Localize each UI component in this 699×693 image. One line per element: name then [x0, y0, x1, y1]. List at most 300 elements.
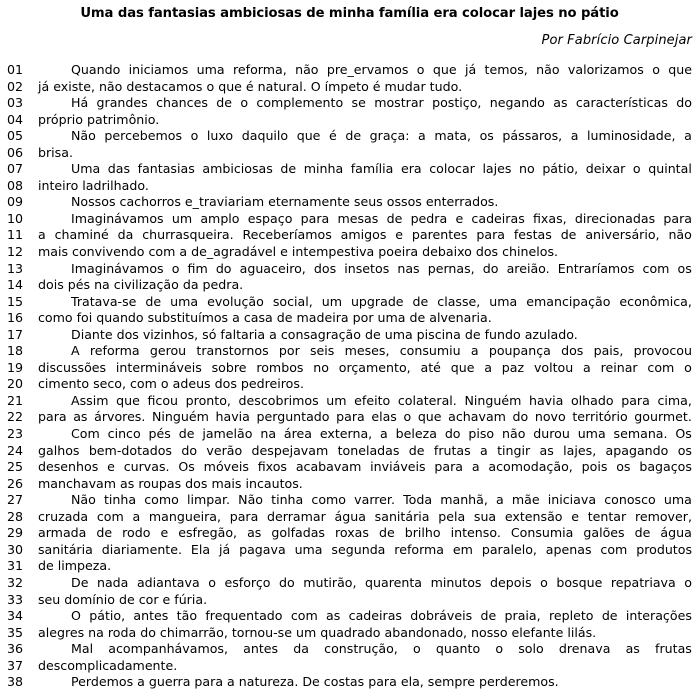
- word: despejavam: [251, 442, 329, 458]
- word: que: [668, 62, 692, 77]
- word: de: [601, 608, 618, 624]
- word: amplo: [200, 210, 240, 226]
- text-line: [0, 492, 699, 509]
- word: verão: [206, 442, 243, 458]
- line-number: 24: [7, 442, 24, 458]
- word: pois: [581, 459, 608, 475]
- text-line: [0, 261, 699, 278]
- word: para: [434, 459, 464, 475]
- word: mata,: [434, 128, 471, 144]
- word: cruzada: [38, 508, 89, 524]
- word: de: [216, 95, 232, 111]
- line-text: [38, 459, 692, 476]
- word: em: [452, 541, 473, 557]
- word: as: [553, 95, 568, 111]
- word: repleto: [548, 608, 594, 624]
- word: o: [416, 62, 425, 77]
- word: o: [190, 128, 199, 144]
- text-line: [0, 542, 699, 559]
- word: fantasias: [137, 161, 195, 177]
- word: negando: [489, 95, 545, 111]
- line-number: 03: [7, 95, 24, 111]
- line-number: 09: [7, 194, 24, 210]
- word: de: [408, 442, 425, 458]
- word: derramar: [267, 508, 326, 524]
- word: direcionadas: [574, 210, 656, 226]
- line-number: 02: [7, 78, 24, 94]
- word: durou: [533, 426, 570, 442]
- word: poupança: [488, 343, 551, 359]
- word: uma: [663, 492, 692, 508]
- word: Quando: [71, 62, 121, 77]
- word: os: [479, 128, 494, 144]
- word: cima,: [657, 392, 692, 408]
- line-number: 37: [7, 657, 24, 673]
- word: mutirão,: [303, 574, 357, 590]
- word: piso: [468, 426, 495, 442]
- word: luminosidade,: [587, 128, 676, 144]
- text-line: [0, 509, 699, 526]
- word: frutas: [433, 442, 471, 458]
- word: de: [178, 426, 195, 442]
- text-line: [0, 178, 699, 195]
- text-line: [0, 360, 699, 377]
- word: amigos: [340, 227, 387, 243]
- word: que: [116, 392, 140, 408]
- word: fixas,: [533, 210, 567, 226]
- text-line: [0, 476, 699, 493]
- word: rodo: [122, 525, 151, 541]
- word: reinar: [600, 359, 638, 375]
- line-text: [38, 95, 692, 112]
- word: pássaros,: [502, 128, 563, 144]
- word: acabavam: [295, 459, 362, 475]
- line-text: como foi quando substituímos a casa de madeira por uma de alvenaria.: [38, 310, 492, 326]
- word: a: [471, 459, 480, 475]
- word: a: [470, 343, 479, 359]
- line-text: [38, 608, 692, 625]
- word: uma: [170, 293, 199, 309]
- line-number: 20: [7, 376, 24, 392]
- line-text: [38, 426, 692, 443]
- word: do: [215, 260, 232, 276]
- word: havia: [528, 392, 564, 408]
- word: mesas: [337, 210, 379, 226]
- word: e: [571, 508, 579, 524]
- word: de: [386, 210, 403, 226]
- text-line: [0, 575, 699, 592]
- line-number: 15: [7, 293, 24, 309]
- text-line: [0, 459, 699, 476]
- line-number: 28: [7, 508, 24, 524]
- word: o: [632, 161, 641, 177]
- word: dos: [313, 260, 337, 276]
- word: complemento: [256, 95, 344, 111]
- word: provocou: [633, 343, 692, 359]
- word: aguaceiro,: [239, 260, 306, 276]
- word: do: [181, 442, 198, 458]
- word: mangueira,: [148, 508, 221, 524]
- word: golfadas: [271, 525, 325, 541]
- line-number: 06: [7, 144, 24, 160]
- word: para: [621, 392, 650, 408]
- text-line: [0, 294, 699, 311]
- word: intermináveis: [115, 359, 202, 375]
- word: para: [336, 409, 365, 425]
- word: desenhos: [38, 459, 99, 475]
- word: família: [350, 161, 394, 177]
- word: galhos: [38, 442, 80, 458]
- word: dos: [561, 343, 584, 359]
- word: Ninguém: [464, 392, 522, 408]
- word: antes: [133, 608, 169, 624]
- word: espaço: [247, 210, 293, 226]
- text-line: [0, 393, 699, 410]
- text-line: [0, 244, 699, 261]
- line-number: 10: [7, 210, 24, 226]
- line-number: 18: [7, 343, 24, 359]
- line-text: [38, 128, 692, 145]
- line-text: mais convivendo com a de_agradável e intempestiva poeira debaixo dos chinelos.: [38, 244, 559, 260]
- line-text: Perdemos a guerra para a natureza. De costas para ela, sempre perderemos.: [71, 674, 559, 690]
- word: pre_ervamos: [326, 62, 409, 77]
- word: sobre: [211, 359, 247, 375]
- word: daquilo: [241, 128, 289, 144]
- word: apagando: [605, 442, 669, 458]
- word: deixar: [585, 161, 626, 177]
- line-number: 26: [7, 475, 24, 491]
- word: De: [71, 574, 89, 590]
- word: Os: [675, 426, 692, 442]
- word: voltou: [533, 359, 574, 375]
- word: tingir: [497, 442, 531, 458]
- line-text: [38, 409, 692, 426]
- word: nas: [397, 260, 420, 276]
- word: de: [412, 293, 429, 309]
- word: já: [218, 541, 231, 557]
- word: seis: [310, 343, 335, 359]
- word: roxas: [335, 525, 369, 541]
- word: as: [625, 641, 640, 657]
- word: lajes: [482, 161, 512, 177]
- word: Os: [178, 459, 195, 475]
- word: as: [539, 442, 554, 458]
- word: cadeiras: [471, 210, 525, 226]
- text-line: [0, 79, 699, 96]
- word: beleza: [395, 426, 437, 442]
- word: de: [560, 227, 577, 243]
- word: um: [321, 293, 342, 309]
- line-number: 33: [7, 591, 24, 607]
- word: as: [326, 608, 341, 624]
- word: pronto,: [185, 392, 231, 408]
- word: externa,: [319, 426, 373, 442]
- word: O: [71, 608, 81, 624]
- word: com: [600, 541, 628, 557]
- word: Não: [238, 492, 263, 508]
- line-text: [38, 509, 692, 526]
- word: Toda: [403, 492, 433, 508]
- text-line: [0, 112, 699, 129]
- word: orçamento,: [338, 359, 411, 375]
- page-title: Uma das fantasias ambiciosas de minha família era colocar lajes no pátio: [80, 6, 619, 21]
- word: paz: [501, 359, 525, 375]
- line-text: [38, 443, 692, 460]
- word: graça:: [369, 128, 410, 144]
- word: colocar: [429, 161, 475, 177]
- line-number: 01: [7, 62, 24, 77]
- word: A: [71, 343, 80, 359]
- text-line: [0, 310, 699, 327]
- line-text: brisa.: [38, 144, 73, 160]
- word: emancipação: [526, 293, 611, 309]
- word: quintal: [648, 161, 692, 177]
- word: social,: [272, 293, 313, 309]
- word: chances: [156, 95, 208, 111]
- word: sanitária: [38, 541, 93, 557]
- word: festas: [513, 227, 552, 243]
- line-text: [38, 542, 692, 559]
- word: a: [570, 128, 579, 144]
- word: o: [208, 574, 216, 590]
- word: como: [311, 492, 347, 508]
- author-byline: Por Fabrício Carpinejar: [541, 33, 692, 48]
- word: das: [107, 161, 131, 177]
- line-text: já existe, não destacamos o que é natural. O ímpeto é mudar tudo.: [38, 78, 463, 94]
- word: as: [247, 525, 262, 541]
- word: solo: [518, 641, 544, 657]
- text-line: [0, 525, 699, 542]
- word: e: [107, 459, 115, 475]
- word: a: [480, 442, 488, 458]
- text-line: [0, 194, 699, 211]
- word: acomodação,: [488, 459, 573, 475]
- word: no: [313, 359, 329, 375]
- word: reforma: [394, 541, 445, 557]
- line-number: 14: [7, 277, 24, 293]
- text-line: [0, 674, 699, 691]
- word: era: [400, 161, 422, 177]
- word: frequentado: [205, 608, 283, 624]
- line-number: 25: [7, 459, 24, 475]
- word: com: [290, 608, 318, 624]
- word: drenava: [558, 641, 611, 657]
- word: que: [417, 409, 442, 425]
- word: consumiu: [399, 343, 461, 359]
- text-line: [0, 211, 699, 228]
- line-text: próprio patrimônio.: [38, 111, 160, 127]
- word: ambiciosas: [202, 161, 273, 177]
- word: não: [536, 62, 560, 77]
- word: elas: [371, 409, 397, 425]
- word: construção,: [324, 641, 398, 657]
- word: os: [677, 260, 692, 276]
- word: fixos: [257, 459, 287, 475]
- word: Não: [71, 492, 96, 508]
- line-number: 08: [7, 177, 24, 193]
- word: ficou: [147, 392, 179, 408]
- line-text: [38, 641, 692, 658]
- word: um: [171, 210, 193, 226]
- text-line: [0, 409, 699, 426]
- word: Entraríamos: [557, 260, 635, 276]
- word: um: [326, 392, 347, 408]
- line-text: inteiro ladrilhado.: [38, 177, 149, 193]
- word: de: [634, 525, 651, 541]
- line-text: dois pés na civilização da pedra.: [38, 277, 244, 293]
- word: de: [480, 608, 497, 624]
- word: mostrar: [374, 95, 424, 111]
- text-line: [0, 95, 699, 112]
- word: evolução: [207, 293, 264, 309]
- line-text: manchavam as roupas dos mais incautos.: [38, 475, 303, 491]
- word: os: [677, 442, 692, 458]
- word: quarenta: [365, 574, 423, 590]
- word: pátio,: [542, 161, 579, 177]
- line-number: 22: [7, 409, 24, 425]
- word: bosque: [556, 574, 603, 590]
- word: de: [96, 525, 113, 541]
- word: para: [300, 210, 330, 226]
- word: a: [380, 426, 388, 442]
- word: de: [145, 293, 162, 309]
- word: fim: [187, 260, 208, 276]
- word: sua: [473, 508, 497, 524]
- numbered-text-body: [0, 62, 699, 691]
- word: extensão: [504, 508, 563, 524]
- word: esforço: [224, 574, 271, 590]
- word: o: [403, 409, 412, 425]
- word: galões: [583, 525, 625, 541]
- word: praia,: [504, 608, 541, 624]
- word: transtornos: [196, 343, 269, 359]
- word: pernas,: [427, 260, 475, 276]
- word: que: [450, 359, 475, 375]
- word: armada: [38, 525, 87, 541]
- word: churrasqueira.: [142, 227, 234, 243]
- word: do: [278, 574, 295, 590]
- word: do: [444, 426, 461, 442]
- word: grandes: [96, 95, 148, 111]
- line-text: [38, 294, 692, 311]
- word: pedra: [410, 210, 448, 226]
- word: toneladas: [337, 442, 400, 458]
- word: árvores.: [94, 409, 146, 425]
- word: brilho: [404, 525, 441, 541]
- word: território: [572, 409, 628, 425]
- text-line: [0, 128, 699, 145]
- line-number: 36: [7, 641, 24, 657]
- word: do: [512, 409, 529, 425]
- line-number: 11: [7, 227, 24, 243]
- word: achavam: [448, 409, 506, 425]
- line-number: 07: [7, 161, 24, 177]
- word: água: [660, 525, 692, 541]
- word: uma: [489, 293, 518, 309]
- word: discussões: [38, 359, 107, 375]
- text-line: [0, 145, 699, 162]
- word: Consumia: [510, 525, 574, 541]
- word: que: [432, 62, 457, 77]
- word: minutos: [430, 574, 482, 590]
- word: o: [684, 574, 692, 590]
- word: Com: [71, 426, 100, 442]
- word: sanitária: [374, 508, 430, 524]
- text-line: [0, 558, 699, 575]
- word: postiço,: [432, 95, 482, 111]
- line-text: de limpeza.: [38, 558, 112, 574]
- word: repatriava: [610, 574, 676, 590]
- text-line: [0, 376, 699, 393]
- line-text: descomplicadamente.: [38, 657, 178, 673]
- word: a: [132, 508, 141, 524]
- word: gerou: [149, 343, 187, 359]
- text-line: [0, 343, 699, 360]
- word: Imaginávamos: [71, 260, 164, 276]
- word: e: [395, 227, 404, 243]
- word: uma: [196, 62, 225, 77]
- word: reforma: [89, 343, 140, 359]
- word: para: [229, 508, 259, 524]
- word: de: [280, 161, 297, 177]
- line-text: seu domínio de cor e fúria.: [38, 591, 208, 607]
- word: não: [502, 426, 526, 442]
- word: jamelão: [202, 426, 253, 442]
- word: como: [144, 492, 179, 508]
- word: conosco: [604, 492, 656, 508]
- word: segunda: [331, 541, 386, 557]
- word: com: [96, 508, 124, 524]
- word: é: [329, 128, 337, 144]
- line-text: Diante dos vizinhos, só faltaria a consagração de uma piscina de fundo azulado.: [71, 326, 578, 342]
- line-number: 16: [7, 310, 24, 326]
- line-number: 05: [7, 128, 24, 144]
- word: descobrimos: [238, 392, 319, 408]
- line-number: 17: [7, 326, 24, 342]
- word: o: [495, 641, 504, 657]
- word: pais,: [593, 343, 624, 359]
- word: curvas.: [123, 459, 170, 475]
- text-line: [0, 443, 699, 460]
- word: água: [334, 508, 366, 524]
- word: e: [455, 210, 464, 226]
- word: do: [676, 95, 692, 111]
- word: o: [684, 359, 692, 375]
- word: cadeiras: [348, 608, 402, 624]
- line-text: [38, 492, 692, 509]
- text-line: [0, 608, 699, 625]
- word: quanto: [435, 641, 481, 657]
- word: diariamente.: [101, 541, 182, 557]
- word: Não: [71, 128, 96, 144]
- word: olhado: [570, 392, 614, 408]
- word: o: [540, 574, 548, 590]
- word: e: [160, 525, 169, 541]
- line-number: 38: [7, 674, 24, 690]
- word: Tratava-se: [71, 293, 137, 309]
- word: Receberíamos: [242, 227, 332, 243]
- word: temos,: [484, 62, 528, 77]
- word: tão: [176, 608, 198, 624]
- word: dobráveis: [410, 608, 473, 624]
- word: Ninguém: [152, 409, 209, 425]
- line-text: alegres na roda do chimarrão, tornou-se um quadrado abandonado, nosso elefante lilás.: [38, 624, 597, 640]
- word: Assim: [71, 392, 109, 408]
- word: varrer.: [354, 492, 395, 508]
- word: valorizamos: [567, 62, 644, 77]
- line-number: 04: [7, 111, 24, 127]
- word: depois: [490, 574, 532, 590]
